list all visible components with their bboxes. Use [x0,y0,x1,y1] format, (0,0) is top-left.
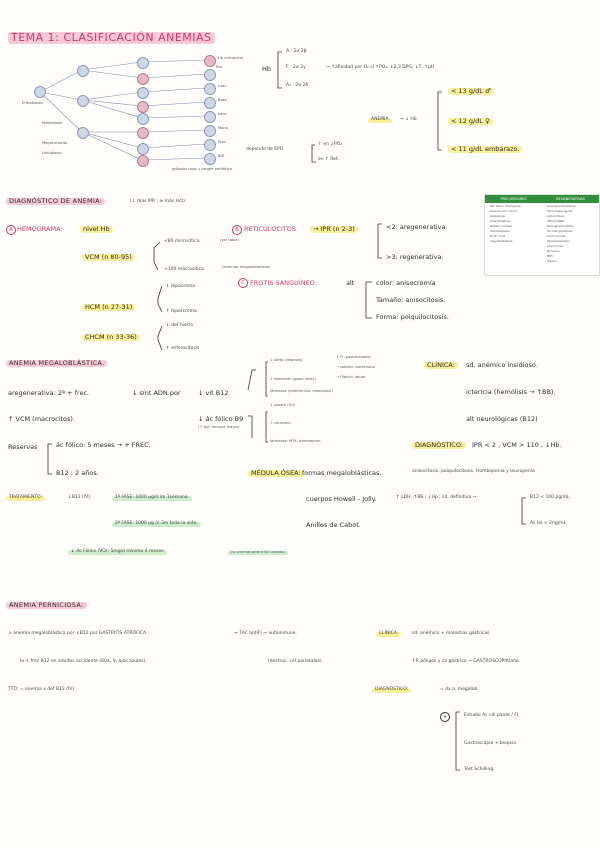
mature-cell [204,83,216,95]
vcm-macrocitica: >100 macrocítica [164,267,204,272]
diagram-left-label: Eritroblasto [22,101,43,105]
epo-text: depende de EPO [246,147,284,152]
megalo-dx-label: DIAGNÓSTICO: [412,442,466,449]
table-cell: · hemorragia aguda [545,208,573,213]
epo-item: ↑ en ↓PO₂ [318,142,343,147]
hcm-hipocroma: ↓ hipocroma [166,284,196,289]
table-cell: · anemias hemolíticas [545,203,576,208]
table-cell: · talasemias [488,213,505,218]
perniciosa-line2: la + frec B12 en adultos occidente (60a, ♀, ojos azules) [20,659,146,664]
table-row [485,203,599,208]
anemia-threshold: < 11 g/dL embarazo. [448,146,522,153]
diagram-right-label: Plaq [218,140,226,144]
table-cell: · tóxicos [545,258,557,263]
mature-cell [204,125,216,137]
megaloblastica-heading: ANEMIA MEGALOBLÁSTICA. [6,360,107,367]
hcm-hipercroma: ↑ hipercroma [166,309,197,314]
mature-cell [204,55,216,67]
perniciosa-dx-item: Gastroscopia + biopsia [464,741,516,746]
hb-label: Hb [262,65,272,73]
megalo-b12: ↓ vit B12 [198,389,229,397]
diagram-right-label: Neut [218,112,227,116]
vcm-microcitica: <80 microcítica [164,239,200,244]
clinica-ictericia: ictericia (hemólisis → ↑BB). [466,388,556,396]
chcm-esfero: ↑ esferocitosis [166,346,200,351]
table-header-cell: REGENERATIVAS [556,197,585,201]
tto-folico: ↓ Ac Fólico (VO): 5mg/d mínimo 4 meses [68,550,167,555]
clinica-text: sd. anémico insidioso. [466,361,538,369]
hb-type: F : 2α 2γ [286,65,306,70]
b12-subcause: → Diphyll. latum [336,375,366,379]
perniciosa-clinica-label: CLÍNICA: [376,632,401,637]
diagram-right-label: Mono [218,126,228,130]
anemia-threshold: < 13 g/dL ♂ [448,88,494,95]
mature-cell [204,153,216,165]
megalo-causes: aregenerativa; 2ª + frec. [8,389,90,397]
precursor-cell [137,113,149,125]
clinica-label: CLÍNICA: [424,362,458,369]
perniciosa-polipos: ↑R pólipos y ca gástrico → GASTROSCOPIA/año [412,659,519,664]
b12-cause: ↓ absorción (gastr. atróf.) [270,377,317,381]
table-cell: · fármacos [545,248,560,253]
b12-cause: fármacos (metformina, omeprazol) [270,389,333,393]
reserva-folico: ác fólico: 5 meses → + FREC. [56,441,151,449]
ipr-aregenerativa: <2: aregenerativa. [386,223,448,231]
frotis-item: color: anisocromía [376,279,436,287]
precursor-cell [137,127,149,139]
anemia-threshold: < 12 g/dL ♀ [448,118,493,125]
diagram-right-label: Eos [216,65,223,69]
hb-affinity: → ↑afinidad por O₂ si ↑PO₂, ↓2,3 DPG, ↓T, ↑pH [326,65,435,70]
diagram-left-label: Linfoblasto [42,151,62,155]
reserva-b12: B12 : 2 años. [56,469,99,477]
diagram-left-label: Mieloblasto [42,121,63,125]
perniciosa-dx-item: Estudio Ac cél panet / FI [464,713,519,718]
precursor-cell [137,57,149,69]
table-cell: · esferocitosis [545,213,565,218]
chcm-label: CHCM (n 33-36) [82,334,140,341]
table-row [485,233,599,238]
tto-fase2: 2ª FASE: 1000 μg /c-3m toda la vida. [112,522,201,527]
table-cell: · def. hierro (ferropenia) [488,203,522,208]
diagram-right-label: Hb (eritrocito) [218,56,244,60]
tto-b12: ↓B12 (IV): [68,495,92,500]
diagnostico-note: (↓ más IPR ; ≥ más Hct) [130,199,185,204]
mature-cell [204,139,216,151]
table-cell: · mielodisplasia [488,228,510,233]
table-row [485,218,599,223]
table-cell: · sideroblásticas [488,218,511,223]
clinica-neuro: alt neurológicas (B12) [466,415,538,423]
table-cell: · PNH [545,253,553,258]
tto-folico-note: (si anemia severa NO aislado) [228,551,288,555]
precursor-cell [137,73,149,85]
folico-cause: ↑ consumo [270,421,291,425]
diagram-right-label: Baso [218,98,227,102]
b12-cause: ↓ dieta (veganos) [270,358,303,362]
stem-cell [34,86,46,98]
b12-subcause: ↓ FI (gastrectomía) [336,355,371,359]
anillos-text: Anillos de Cabot. [306,521,361,529]
diagnostico-heading: DIAGNÓSTICO DE ANEMIA: [6,198,105,205]
precursor-cell [137,101,149,113]
table-cell: · aplasia medular [488,223,513,228]
folic-value: Ac fol < 2ng/mL [530,521,567,526]
table-cell: · microangiopáticas [545,228,573,233]
diagram-left-label: Megacariocito [42,141,68,145]
frotis-label: FROTIS SANGUÍNEO: [250,279,317,287]
table-cell: · insuf. renal [488,233,506,238]
megalo-dx: IPR < 2 , VCM > 110 , ↓Hb. [472,441,562,449]
mature-cell [204,111,216,123]
b12-value: B12 < 100 pg/mL [530,495,570,500]
frotis-item: Forma: poiquilocitosis. [376,313,449,321]
chcm-def: ↓ def hierro [166,323,193,328]
folico-note: (↑ sist. inmune mayor) [198,425,240,429]
epo-item: en ↑ Ret. [318,157,340,162]
page-title: TEMA 1: CLASIFICACIÓN ANEMIAS [8,32,215,44]
table-header [485,195,599,203]
table-cell: · déficit G6PD [545,218,565,223]
megalo-mechanism: ↓ sínt ADN por [132,389,181,397]
plus-icon: + [440,712,450,722]
mature-cell [204,69,216,81]
perniciosa-heading: ANEMIA PERNICIOSA: [6,602,87,609]
progenitor-cell [77,65,89,77]
sangre-text: anisocitosis, poiquilocitosis, trombopenia y leucopenia [412,469,535,474]
table-row [485,228,599,233]
diagram-caption: glóbulos rojos y sangre periférica [172,167,232,171]
table-header-cell: PRECURSORES [500,197,527,201]
megalo-vcm: ↑ VCM (macrocitos). [8,415,75,423]
perniciosa-line1: ↳ anemia megaloblástica por ↓B12 por GASTRITIS ATRÓFICA. [8,631,148,636]
table-row [485,213,599,218]
table-cell: · megaloblásticas [488,238,513,243]
table-cell: · infecciones [545,243,563,248]
mature-cell [204,97,216,109]
tratamiento-label: TRATAMIENTO: [6,496,45,501]
table-cell: · hiperesplenismo [545,238,570,243]
vcm-label: VCM (n 80-95) [82,254,135,261]
perniciosa-line1b: → TAC antiFI → autoinmune. [234,631,297,636]
circle-b-icon: B [232,225,242,235]
table-cell: · hemoglobinopatías [545,223,574,228]
anemia-label: ANEMIA [368,118,392,123]
progenitor-cell [77,127,89,139]
perniciosa-dx: = dx a. megalob. [440,687,479,692]
hemograma-label: HEMOGRAMA: [17,225,63,233]
perniciosa-tto: TTO: = anemia x def B12 (IV) [8,687,75,692]
hematopoiesis-diagram [22,52,242,177]
circle-c-icon: C [238,278,248,288]
vcm-micro-note: (ver tabla) [220,238,239,242]
ipr-regenerativa: >3: regenerativa. [386,253,444,261]
ldh-text: ↑ LDH, ↑BB ; ↓Hp ; sd. definitiva → [396,495,477,500]
folico-cause: ↓ aporte (OH) [270,403,296,407]
precursor-cell [137,155,149,167]
megalo-folico: ↓ ác fólico B9 [198,415,244,423]
progenitor-cell [77,95,89,107]
reticulocitos-label: RETICULOCITOS [244,225,296,233]
hcm-label: HCM (n 27-31) [82,304,135,311]
table-row [485,258,599,263]
medula-text: formas megaloblásticas. [302,469,382,477]
reservas-label: Reservas [8,443,38,451]
vcm-macro-note: (anemias megaloblásticas) [222,265,271,269]
perniciosa-dx-label: DIAGNÓSTICO: [372,688,411,693]
table-cell: · autoinmunes [545,233,566,238]
hemograma-value: nivel Hb [80,226,113,233]
hb-type: A : 2α 2β [286,49,307,54]
tto-fase1: 1ª FASE: 1000 μg/d im 1semana. [112,496,192,501]
table-row [485,238,599,243]
hb-type: A₂ : 2α 2δ [286,83,309,88]
precursor-cell [137,87,149,99]
frotis-alt: alt [346,279,355,287]
perniciosa-dx-item: Test Schilling. [464,767,495,772]
diagram-right-label: BAT [218,154,225,158]
circle-a-icon: A [6,225,16,235]
perniciosa-clinica: sd. anémico + molestias gástricas [412,631,490,636]
table-cell: · anemia enf. crónica [488,208,518,213]
frotis-item: Tamaño: anisocitosis. [376,296,446,304]
table-row [485,223,599,228]
medula-label: MÉDULA ÓSEA: [248,470,304,477]
precursor-cell [137,143,149,155]
ipr-label: → IPR (n 2-3) [310,226,358,233]
classification-table [484,194,600,276]
table-row [485,208,599,213]
b12-subcause: → sobrecr. bacteriano [336,365,375,369]
cuerpos-text: cuerpos Howell - Jolly. [306,495,377,503]
perniciosa-line2b: (destruc. cél parietales) [268,659,322,664]
folico-cause: fármacos: MTX, trimetoprim [270,439,321,443]
diagram-right-label: Gran [218,84,227,88]
anemia-arrow: → ↓ Hb [400,117,417,122]
